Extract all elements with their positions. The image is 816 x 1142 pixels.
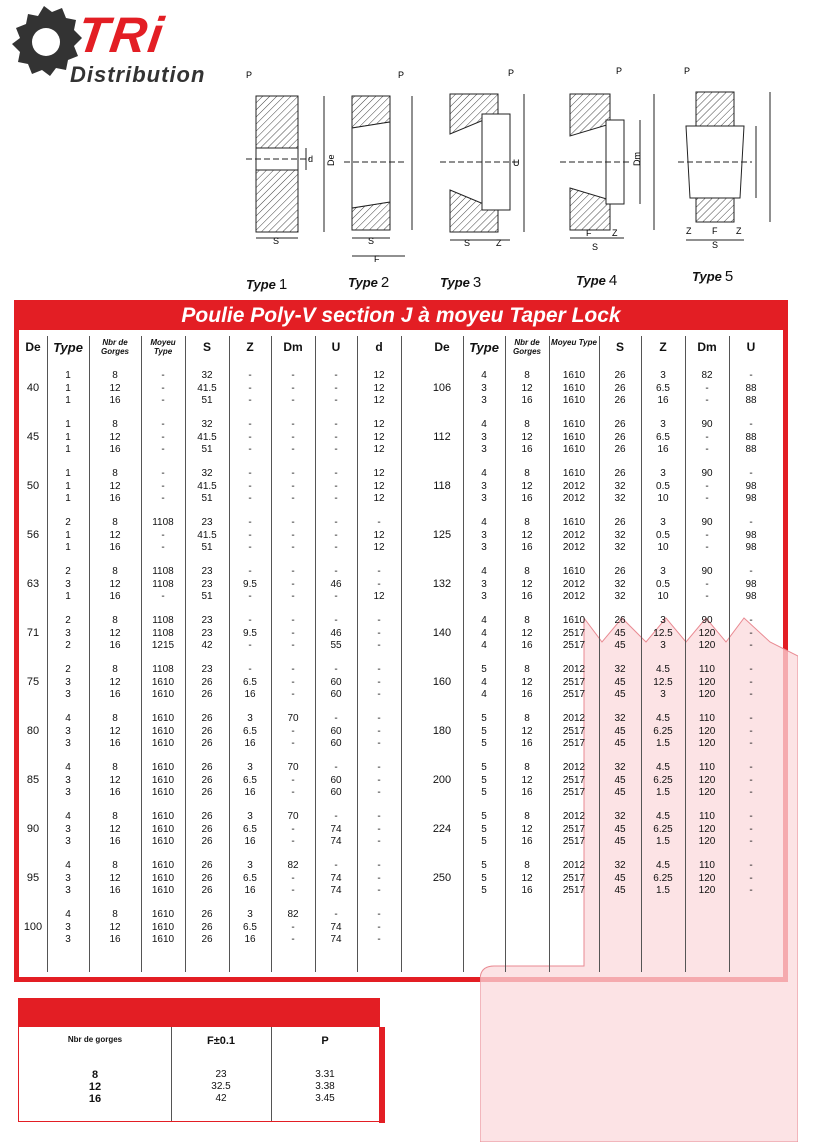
cell-dm: 110 120 120 [698,713,716,749]
cell-gorges: 8 12 16 [109,664,121,700]
cell-de: 45 [26,431,40,443]
type5-p: P [684,66,691,76]
pulley-table [19,330,783,972]
cell-s: 26 26 26 [201,762,213,798]
type4-f: F [586,228,592,238]
cell-type: 4 3 3 [481,566,487,602]
cell-dm: 70 - - [287,811,299,847]
header-de: De [25,340,41,354]
type1-s: S [273,236,280,246]
cell-de: 200 [432,774,452,786]
cell-de: 56 [26,529,40,541]
cell-type: 2 3 3 [65,664,71,700]
cell-gorges: 8 12 16 [521,860,533,896]
cell-de: 125 [432,529,452,541]
cell-de: 118 [433,480,451,492]
cell-de: 85 [26,774,40,786]
type5-label: Type 5 [692,268,734,285]
cell-u: - 60 60 [330,664,342,700]
type1-drawing [246,96,324,238]
type2-s: S [368,236,375,246]
cell-type: 4 3 3 [481,419,487,455]
logo-brand: TRi [74,7,169,63]
cell-gorges: 8 12 16 [109,860,121,896]
cell-type: 5 5 5 [481,713,487,749]
cell-type: 4 3 3 [65,860,71,896]
cell-u: - 98 98 [745,517,757,553]
header-z: Z [246,340,254,354]
cell-z: 3 6.5 16 [656,419,670,455]
type5-f: F [712,226,718,236]
cell-de: 112 [433,431,451,443]
cell-s: 32 45 45 [614,762,626,798]
cell-type: 5 5 5 [481,762,487,798]
cell-moyeu: 2012 2517 2517 [562,811,586,847]
cell-gorges: 8 12 16 [109,468,121,504]
type1-label: Type 1 [246,276,288,293]
cell-z: - 6.5 16 [243,664,257,700]
cell-type: 4 3 3 [65,762,71,798]
cell-d: - - - [377,713,381,749]
cell-d: - - - [377,664,381,700]
cell-type: 4 3 3 [481,468,487,504]
cell-type: 2 3 2 [65,615,71,651]
cell-moyeu: 2012 2517 2517 [562,664,586,700]
cell-z: - 9.5 - [243,566,257,602]
pulley-drawings-svg [240,62,800,292]
cell-s: 32 45 45 [614,664,626,700]
cell-z: 4.5 6.25 1.5 [653,811,673,847]
cell-de: 132 [432,578,452,590]
cell-moyeu: - - - [161,419,165,455]
header-gorges: Nbr de Gorges [100,338,129,356]
cell-d: - - - [377,909,381,945]
cell-u: - - - [334,468,338,504]
cell-u: - - - [334,370,338,406]
cell-u: - 88 88 [745,419,757,455]
cell-moyeu: 1108 - - [152,517,174,553]
header-type: Type [53,340,83,355]
cell-u: - 98 98 [745,468,757,504]
cell-type: 4 3 3 [65,811,71,847]
cell-u: - 88 88 [745,370,757,406]
type1-d: d [308,154,314,164]
cell-s: 26 26 26 [201,909,213,945]
type1-p: P [246,70,253,80]
cell-gorges: 8 12 16 [521,664,533,700]
type1-de: De [326,154,336,166]
cell-z: 3 0.5 10 [656,566,670,602]
cell-moyeu: 1610 1610 1610 [151,909,175,945]
cell-u: - - - [749,615,753,651]
cell-s: 32 41.5 51 [197,419,217,455]
type3-label: Type 3 [440,274,482,291]
cell-u: - - - [749,762,753,798]
cell-type: 5 4 4 [481,664,487,700]
type3-p: P [508,68,515,78]
cell-s: 26 26 26 [201,713,213,749]
cell-s: 26 26 26 [201,860,213,896]
cell-u: - 74 74 [330,860,342,896]
header-dm-right: Dm [697,340,717,354]
cell-gorges: 8 12 16 [109,811,121,847]
header-dm: Dm [283,340,303,354]
cell-de: 106 [432,382,452,394]
cell-de: 90 [26,823,40,835]
cell-z: 3 6.5 16 [243,762,257,798]
type4-label: Type 4 [576,272,618,289]
cell-moyeu: 1108 1610 1610 [151,664,175,700]
cell-gorges: 8 12 16 [521,566,533,602]
type4-dm: Dm [632,152,642,166]
cell-z: - - - [248,517,252,553]
cell-z: 4.5 6.25 1.5 [653,860,673,896]
cell-s: 23 41.5 51 [197,517,217,553]
cell-d: - - - [377,762,381,798]
cell-moyeu: 2012 2517 2517 [562,762,586,798]
cell-type: 2 3 1 [65,566,71,602]
cell-gorges: 8 12 16 [521,615,533,651]
cell-dm: 110 120 120 [698,762,716,798]
cell-de: 63 [26,578,40,590]
cell-moyeu: 2012 2517 2517 [562,860,586,896]
cell-de: 100 [23,921,43,933]
cell-d: - - 12 [373,566,385,602]
logo-subtitle: Distribution [70,62,206,87]
cell-z: 3 0.5 10 [656,517,670,553]
cell-u: - 46 55 [330,615,342,651]
cell-moyeu: 2012 2517 2517 [562,713,586,749]
cell-dm: - - - [291,566,295,602]
cell-dm: - - - [291,615,295,651]
header-gorges-right: Nbr de Gorges [512,338,541,356]
cell-de: 140 [432,627,452,639]
header-p: P [321,1035,329,1047]
cell-u: - 74 74 [330,909,342,945]
cell-gorges: 8 12 16 [109,909,121,945]
cell-moyeu: 1610 1610 1610 [151,762,175,798]
cell-s: 23 23 51 [201,566,213,602]
cell-moyeu: 1610 1610 1610 [562,370,586,406]
cell-s: 26 45 45 [614,615,626,651]
cell-s: 26 26 26 [201,811,213,847]
type3-u: U [513,158,520,168]
cell-s: 32 41.5 51 [197,468,217,504]
cell-moyeu: 1610 1610 1610 [151,811,175,847]
cell-dm: 90 - - [701,419,713,455]
cell-dm: - - - [291,468,295,504]
type5-z2: Z [736,226,742,236]
cell-s: 26 32 32 [614,468,626,504]
cell-type: 5 5 5 [481,811,487,847]
gorges-table-edge [379,1027,385,1123]
cell-d: - - - [377,860,381,896]
cell-d: - 12 12 [373,517,385,553]
header-u: U [331,340,341,354]
cell-z: 4.5 6.25 1.5 [653,762,673,798]
cell-s: 26 26 26 [614,419,626,455]
header-s: S [202,340,211,354]
type2-p: P [398,70,405,80]
cell-gorges: 8 12 16 [109,762,121,798]
gorges-table [18,998,380,1122]
tri-distribution-logo [4,2,236,92]
cell-dm: - - - [291,517,295,553]
cell-u: - 98 98 [745,566,757,602]
cell-type: 4 3 3 [481,517,487,553]
cell-z: 3 6.5 16 [243,860,257,896]
cell-u: - - - [334,517,338,553]
cell-dm: - - - [291,419,295,455]
col-divider [401,336,402,972]
cell-u: - - - [749,664,753,700]
cell-gorges: 8 12 16 [521,762,533,798]
cell-d: - - - [377,615,381,651]
cell-dm: 90 120 120 [698,615,716,651]
cell-de: 95 [26,872,40,884]
table-title: Poulie Poly-V section J à moyeu Taper Lock [14,300,788,330]
cell-dm: 110 120 120 [698,811,716,847]
cell-s: 26 32 32 [614,566,626,602]
cell-s: 32 45 45 [614,811,626,847]
cell-z: - - - [248,370,252,406]
cell-z: 3 6.5 16 [656,370,670,406]
cell-gorges: 8 12 16 [109,517,121,553]
header-u-right: U [746,340,756,354]
cell-dm: 70 - - [287,762,299,798]
cell-z: 3 12.5 3 [653,615,673,651]
cell-moyeu: 1610 2012 2012 [562,468,586,504]
cell-dm: 90 - - [701,517,713,553]
cell-gorges: 8 12 16 [109,566,121,602]
cell-type: 5 5 5 [481,860,487,896]
cell-dm: 110 120 120 [698,860,716,896]
cell-gorges: 8 12 16 [109,713,121,749]
type3-drawing [440,94,524,240]
cell-dm: - - - [291,370,295,406]
cell-s: 32 45 45 [614,860,626,896]
cell-dm: 70 - - [287,713,299,749]
cell-gorges: 8 12 16 [521,713,533,749]
header-moyeu: Moyeu Type [150,338,176,356]
cell-de: 80 [26,725,40,737]
cell-moyeu: - - - [161,468,165,504]
cell-f: 23 32.5 42 [211,1069,231,1104]
cell-d: 12 12 12 [373,370,385,406]
cell-dm: 110 120 120 [698,664,716,700]
cell-de: 180 [432,725,452,737]
cell-de: 224 [432,823,452,835]
cell-gorges: 8 12 16 [109,370,121,406]
cell-gorges: 8 12 16 [109,419,121,455]
cell-s: 32 41.5 51 [197,370,217,406]
cell-dm: 82 - - [287,860,299,896]
cell-type: 4 4 4 [481,615,487,651]
cell-type: 4 3 3 [65,713,71,749]
cell-dm: 90 - - [701,566,713,602]
cell-z: 4.5 6.25 1.5 [653,713,673,749]
cell-moyeu: 1610 2012 2012 [562,517,586,553]
cell-z: 3 6.5 16 [243,811,257,847]
cell-type: 1 1 1 [65,370,71,406]
cell-moyeu: 1610 1610 1610 [562,419,586,455]
cell-moyeu: 1610 1610 1610 [151,713,175,749]
cell-u: - 46 - [330,566,342,602]
cell-type: 1 1 1 [65,468,71,504]
cell-d: 12 12 12 [373,419,385,455]
cell-z: - 9.5 - [243,615,257,651]
cell-z: 3 6.5 16 [243,909,257,945]
cell-gorges: 8 12 16 [88,1069,102,1105]
cell-z: 3 6.5 16 [243,713,257,749]
cell-z: - - - [248,419,252,455]
cell-moyeu: 1610 2012 2012 [562,566,586,602]
cell-s: 23 23 42 [201,615,213,651]
cell-u: - 60 60 [330,713,342,749]
type2-drawing [344,96,412,256]
cell-type: 1 1 1 [65,419,71,455]
cell-z: - - - [248,468,252,504]
cell-type: 4 3 3 [481,370,487,406]
cell-de: 160 [432,676,452,688]
cell-gorges: 8 12 16 [521,811,533,847]
header-f: F±0.1 [206,1035,236,1047]
type4-z: Z [612,228,618,238]
cell-z: 3 0.5 10 [656,468,670,504]
cell-s: 32 45 45 [614,713,626,749]
header-moyeu-right: Moyeu Type [551,338,597,347]
type5-drawing [678,92,770,240]
cell-gorges: 8 12 16 [521,419,533,455]
type4-s: S [592,242,599,252]
cell-type: 4 3 3 [65,909,71,945]
cell-s: 23 26 26 [201,664,213,700]
cell-de: 250 [432,872,452,884]
cell-u: - - - [749,713,753,749]
type5-z1: Z [686,226,692,236]
cell-d: - - - [377,811,381,847]
cell-s: 26 32 32 [614,517,626,553]
cell-dm: 82 - - [701,370,713,406]
cell-gorges: 8 12 16 [521,517,533,553]
type2-label: Type 2 [348,274,390,291]
cell-de: 40 [26,382,40,394]
header-type-right: Type [469,340,499,355]
cell-u: - - - [334,419,338,455]
cell-gorges: 8 12 16 [109,615,121,651]
cell-moyeu: 1108 1108 1215 [151,615,175,651]
cell-u: - - - [749,860,753,896]
cell-moyeu: 1610 1610 1610 [151,860,175,896]
header-z-right: Z [659,340,667,354]
cell-d: 12 12 12 [373,468,385,504]
cell-s: 26 26 26 [614,370,626,406]
cell-u: - 74 74 [330,811,342,847]
type3-s: S [464,238,471,248]
cell-dm: 82 - - [287,909,299,945]
type5-s: S [712,240,719,250]
cell-moyeu: 1610 2517 2517 [562,615,586,651]
header-d: d [375,340,383,354]
cell-u: - - - [749,811,753,847]
cell-p: 3.31 3.38 3.45 [315,1069,335,1104]
cell-moyeu: - - - [161,370,165,406]
type3-z: Z [496,238,502,248]
cell-gorges: 8 12 16 [521,370,533,406]
type4-p: P [616,66,623,76]
cell-u: - 60 60 [330,762,342,798]
cell-dm: - - - [291,664,295,700]
gorges-table-bar [19,999,379,1027]
cell-dm: 90 - - [701,468,713,504]
cell-de: 50 [26,480,40,492]
cell-gorges: 8 12 16 [521,468,533,504]
cell-z: 4.5 12.5 3 [653,664,673,700]
cell-de: 75 [26,676,40,688]
header-s-right: S [615,340,624,354]
header-nbr-gorges: Nbr de gorges [67,1035,123,1044]
cell-type: 2 1 1 [65,517,71,553]
type2-f: F [374,254,380,264]
cell-de: 71 [26,627,40,639]
pulley-type-drawings [240,62,800,292]
cell-moyeu: 1108 1108 - [152,566,174,602]
header-de-right: De [434,340,450,354]
